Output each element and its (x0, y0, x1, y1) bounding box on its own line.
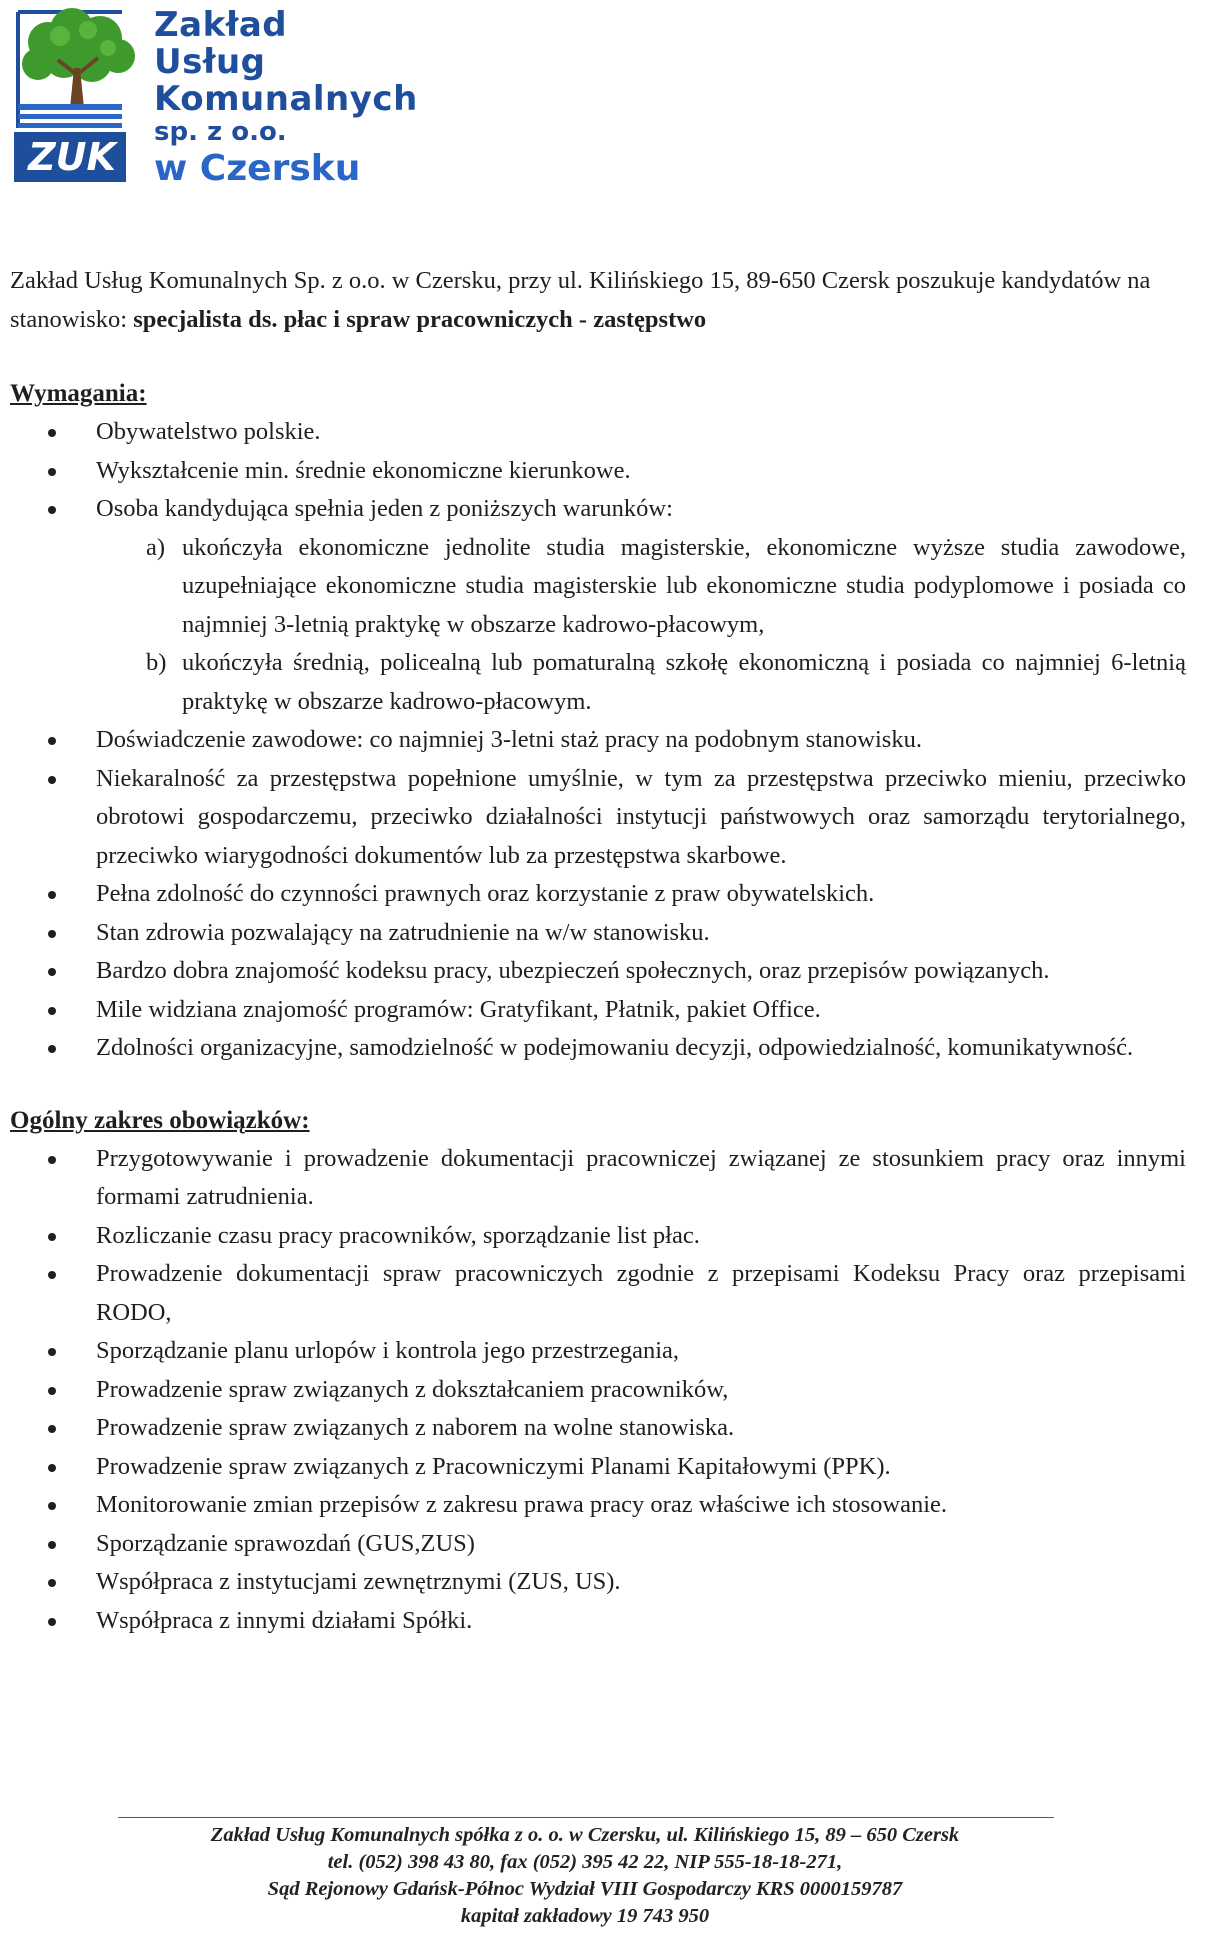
duty-item (10, 1255, 1186, 1332)
requirement-text: Pełna zdolność do czynności prawnych oraz korzystanie z praw obywatelskich. (96, 880, 875, 907)
requirement-text: Bardzo dobra znajomość kodeksu pracy, ubezpieczeń społecznych, oraz przepisów powiązanych. (96, 957, 1050, 984)
bullet-icon (48, 1425, 56, 1433)
bullet-icon (48, 1233, 56, 1241)
duty-item (10, 1140, 1186, 1217)
requirement-item (10, 413, 1186, 452)
requirement-text: Wykształcenie min. średnie ekonomiczne kierunkowe. (96, 456, 631, 484)
duty-item (10, 1332, 1186, 1371)
logo-line-uslug: Usług (154, 42, 266, 82)
condition-text: ukończyła ekonomiczne jednolite studia magisterskie, ekonomiczne wyższe studia zawodowe, uzupełniające ekonomiczne studia magisterskie lub ekonomiczne studia podyplomowe i posiada co najmniej 3-letnią praktykę w obszarze kadrowo-płacowym, (182, 533, 1186, 638)
bullet-icon (48, 776, 56, 784)
requirement-item (10, 875, 1186, 914)
requirement-item (10, 721, 1186, 760)
duty-item (10, 1563, 1186, 1602)
company-footer (100, 1822, 1070, 1930)
requirement-text: Mile widziana znajomość programów: Gratyfikant, Płatnik, pakiet Office. (96, 995, 821, 1023)
duties-heading: Ogólny zakres obowiązków: (10, 1106, 310, 1134)
intro-paragraph (10, 262, 1186, 339)
duty-text: Prowadzenie spraw związanych z naborem na wolne stanowiska. (96, 1414, 735, 1441)
duty-item (10, 1217, 1186, 1256)
requirement-item (10, 760, 1186, 876)
requirement-text: Doświadczenie zawodowe: co najmniej 3-letni staż pracy na podobnym stanowisku. (96, 726, 922, 753)
logo-abbreviation: ZUK (28, 135, 116, 179)
duty-text: Współpraca z instytucjami zewnętrznymi (ZUS, US). (96, 1568, 621, 1595)
footer-address: Zakład Usług Komunalnych spółka z o. o. w Czersku, ul. Kilińskiego 15, 89 – 650 Czersk (210, 1824, 960, 1846)
bullet-icon (48, 891, 56, 899)
bullet-icon (48, 1156, 56, 1164)
duty-text: Prowadzenie spraw związanych z Pracowniczymi Planami Kapitałowymi (PPK). (96, 1452, 891, 1480)
duties-list (10, 1140, 1186, 1641)
bullet-icon (48, 1579, 56, 1587)
duty-item (10, 1486, 1186, 1525)
duty-item (10, 1448, 1186, 1487)
bullet-icon (48, 1502, 56, 1510)
requirements-heading: Wymagania: (10, 380, 147, 407)
condition-item (96, 529, 1186, 645)
position-title: specjalista ds. płac i spraw pracowniczych - zastępstwo (133, 305, 707, 333)
logo-wordmark (154, 5, 418, 189)
duty-text: Sporządzanie planu urlopów i kontrola jego przestrzegania, (96, 1337, 680, 1364)
condition-text: ukończyła średnią, policealną lub pomaturalną szkołę ekonomiczną i posiada co najmniej 6-letnią praktykę w obszarze kadrowo-płacowym. (182, 649, 1186, 715)
footer-divider (118, 1817, 1054, 1818)
requirement-text: Zdolności organizacyjne, samodzielność w podejmowaniu decyzji, odpowiedzialność, komunikatywność. (96, 1034, 1134, 1061)
requirement-item (10, 952, 1186, 991)
bullet-icon (48, 1045, 56, 1053)
bullet-icon (48, 737, 56, 745)
logo-line-czersk: w Czersku (154, 148, 361, 189)
bullet-icon (48, 930, 56, 938)
footer-contact: tel. (052) 398 43 80, fax (052) 395 42 22, NIP 555-18-18-271, (327, 1851, 843, 1873)
bullet-icon (48, 429, 56, 437)
bullet-icon (48, 1464, 56, 1472)
bullet-icon (48, 1541, 56, 1549)
duty-text: Rozliczanie czasu pracy pracowników, sporządzanie list płac. (96, 1221, 700, 1249)
requirement-text: Niekaralność za przestępstwa popełnione umyślnie, w tym za przestępstwa przeciwko mieniu, przeciwko obrotowi gospodarczemu, przeciwko działalności instytucji państwowych oraz samorządu terytorialnego, przeciwko wiarygodności dokumentów lub za przestępstwa skarbowe. (96, 764, 1186, 869)
bullet-icon (48, 1387, 56, 1395)
condition-marker: b) (146, 649, 167, 676)
bullet-icon (48, 1007, 56, 1015)
requirement-item (10, 991, 1186, 1030)
requirement-item (10, 452, 1186, 491)
bullet-icon (48, 506, 56, 514)
duty-text: Sporządzanie sprawozdań (GUS,ZUS) (96, 1529, 475, 1557)
bullet-icon (48, 468, 56, 476)
job-offer-body (10, 262, 1186, 1640)
requirement-text: Osoba kandydująca spełnia jeden z poniższych warunków: (96, 495, 673, 522)
company-logo (14, 5, 418, 189)
logo-line-spzoo: sp. z o.o. (154, 117, 287, 147)
condition-marker: a) (146, 533, 166, 561)
requirement-item (10, 1029, 1186, 1068)
requirement-text: Stan zdrowia pozwalający na zatrudnienie na w/w stanowisku. (96, 918, 710, 946)
duty-item (10, 1371, 1186, 1410)
requirements-list (10, 413, 1186, 1068)
requirement-item (10, 914, 1186, 953)
logo-line-zaklad: Zakład (154, 5, 288, 45)
bullet-icon (48, 1348, 56, 1356)
requirement-text: Obywatelstwo polskie. (96, 418, 321, 445)
footer-registry: Sąd Rejonowy Gdańsk-Północ Wydział VIII Gospodarczy KRS 0000159787 (267, 1878, 903, 1900)
duty-text: Współpraca z innymi działami Spółki. (96, 1606, 473, 1634)
duty-item (10, 1409, 1186, 1448)
logo-line-komunalnych: Komunalnych (154, 79, 418, 119)
footer-capital: kapitał zakładowy 19 743 950 (460, 1905, 710, 1927)
condition-item (96, 644, 1186, 721)
bullet-icon (48, 1271, 56, 1279)
duty-text: Prowadzenie dokumentacji spraw pracowniczych zgodnie z przepisami Kodeksu Pracy oraz przepisami RODO, (96, 1260, 1186, 1326)
bullet-icon (48, 1618, 56, 1626)
duty-item (10, 1525, 1186, 1564)
duty-item (10, 1602, 1186, 1641)
duty-text: Prowadzenie spraw związanych z dokształcaniem pracowników, (96, 1375, 729, 1403)
duty-text: Monitorowanie zmian przepisów z zakresu prawa pracy oraz właściwe ich stosowanie. (96, 1491, 948, 1518)
intro-text: Zakład Usług Komunalnych Sp. z o.o. w Czersku, przy ul. Kilińskiego 15, 89-650 Czersk poszukuje kandydatów na stanowisko: (10, 267, 1151, 333)
requirement-item (10, 490, 1186, 721)
duty-text: Przygotowywanie i prowadzenie dokumentacji pracowniczej związanej ze stosunkiem pracy oraz innymi formami zatrudnienia. (96, 1144, 1186, 1210)
conditions-list (96, 529, 1186, 722)
bullet-icon (48, 968, 56, 976)
